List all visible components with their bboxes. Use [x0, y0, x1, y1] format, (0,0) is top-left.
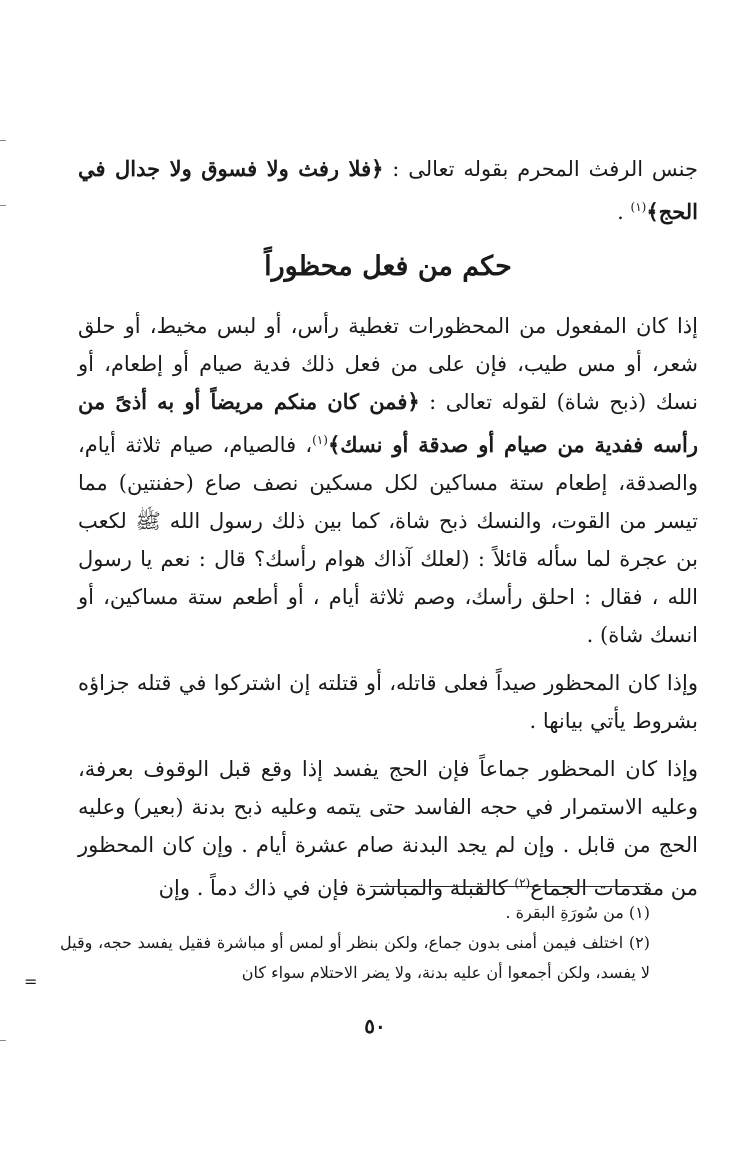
intro-end: .	[617, 200, 631, 224]
paragraph-1-text-b: ، فالصيام، صيام ثلاثة أيام، والصدقة، إطعام ستة مساكين لكل مسكين نصف صاع (حفنتين) مما تيسر من القوت، والنسك ذبح شاة، كما بين ذلك رسول الله ﷺ لكعب بن عجرة لما سأله قائلاً : (لعلك آذاك هوام رأسك؟ قال : نعم يا رسول الله ، فقال : احلق رأسك، وصم ثلاثة أيام ، أو أطعم ستة مساكين، أو انسك شاة) .	[78, 433, 698, 647]
paragraph-3-text-a: وإذا كان المحظور جماعاً فإن الحج يفسد إذا وقع قبل الوقوف بعرفة، وعليه الاستمرار في حجه الفاسد حتى يتمه وعليه ذبح بدنة (بعير) وعليه الحج من قابل . وإن لم يجد البدنة صام عشرة أيام . وإن كان المحظور من مقدمات الجماع	[78, 757, 698, 900]
page-edge-mark	[0, 205, 6, 206]
intro-text: جنس الرفث المحرم بقوله تعالى :	[383, 157, 698, 181]
footnotes	[60, 898, 650, 988]
footnote-ref: (١)	[630, 200, 647, 214]
continuation-mark: =	[24, 972, 38, 991]
footnote-divider	[370, 886, 648, 887]
footnote-ref: (٢)	[514, 876, 531, 890]
paragraph-3-text-b: كالقبلة والمباشرة فإن في ذاك دماً . وإن	[158, 876, 515, 900]
intro-paragraph	[78, 150, 698, 231]
quran-verse: ﴿فمن كان منكم مريضاً أو به أذىً من رأسه ففدية من صيام أو صدقة أو نسك﴾	[78, 389, 698, 457]
page-body	[78, 150, 698, 917]
page-number: ٥٠	[364, 1014, 386, 1038]
page-edge-mark	[0, 140, 6, 141]
section-heading: حكم من فعل محظوراً	[264, 251, 512, 282]
footnote-ref: (١)	[312, 433, 328, 447]
paragraph-2: وإذا كان المحظور صيداً فعلى قاتله، أو قتلته إن اشتركوا في قتله جزاؤه بشروط يأتي بيانها .	[78, 671, 698, 733]
paragraph-3	[78, 750, 698, 907]
page-edge-mark	[0, 1040, 6, 1041]
footnote-1: (١) من سُورَةِ البقرة .	[505, 903, 650, 922]
paragraph-1	[78, 307, 698, 654]
quran-verse: ﴿فلا رفث ولا فسوق ولا جدال في الحج﴾	[78, 156, 698, 224]
footnote-2: (٢) اختلف فيمن أمنى بدون جماع، ولكن بنظر أو لمس أو مباشرة فقيل يفسد حجه، وقيل لا يفسد، ولكن أجمعوا أن عليه بدنة، ولا يضر الاحتلام سواء كان	[60, 933, 650, 982]
paragraph-1-text-a: إذا كان المفعول من المحظورات تغطية رأس، أو لبس مخيط، أو حلق شعر، أو مس طيب، فإن على من فعل ذلك فدية صيام أو إطعام، أو نسك (ذبح شاة) لقوله تعالى :	[78, 314, 698, 414]
